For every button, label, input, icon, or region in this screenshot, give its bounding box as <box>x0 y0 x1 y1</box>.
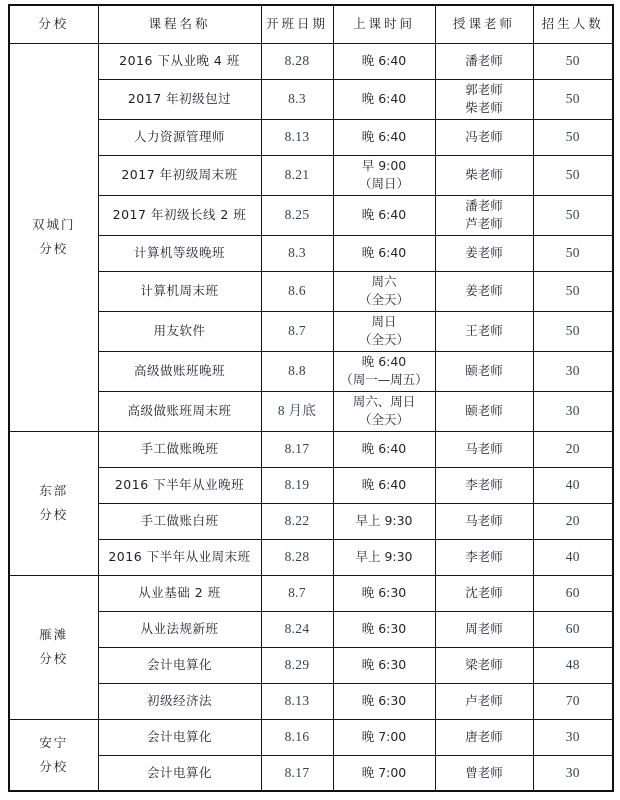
course-name-text: 人力资源管理师 <box>133 128 225 144</box>
header-class-time: 上课时间 <box>333 5 435 43</box>
course-name-cell <box>98 611 261 647</box>
start-date-cell <box>261 235 333 271</box>
start-date-cell <box>261 755 333 791</box>
teacher-cell <box>435 391 533 431</box>
header-enrollment: 招生人数 <box>533 5 613 43</box>
teacher-name-line: 唐老师 <box>465 728 503 744</box>
enrollment-cell <box>533 195 613 235</box>
table-row <box>9 119 613 155</box>
teacher-name-line: 姜老师 <box>465 282 503 298</box>
class-time-line: 晚 6:30 <box>361 656 407 672</box>
class-time-line: 周日 <box>371 313 397 329</box>
teacher-name-line: 曾老师 <box>465 764 503 780</box>
class-time-line: 晚 6:30 <box>361 692 407 708</box>
class-time-cell <box>333 431 435 467</box>
course-name-cell <box>98 755 261 791</box>
header-teacher: 授课老师 <box>435 5 533 43</box>
course-name-text: 用友软件 <box>153 322 206 338</box>
enrollment-text: 48 <box>565 657 580 673</box>
teacher-name-line: 潘老师 <box>465 52 503 68</box>
course-name-cell <box>98 195 261 235</box>
start-date-text: 8.21 <box>284 167 310 183</box>
table-row <box>9 611 613 647</box>
teacher-name-line: 梁老师 <box>465 656 503 672</box>
course-name-text: 会计电算化 <box>146 728 212 744</box>
enrollment-cell <box>533 575 613 611</box>
branch-name-line: 东部 <box>39 483 69 499</box>
start-date-cell <box>261 647 333 683</box>
class-time-line: 晚 6:40 <box>361 52 407 68</box>
start-date-cell <box>261 79 333 119</box>
teacher-name-line: 潘老师 <box>465 197 503 213</box>
start-date-text: 8.13 <box>284 129 310 145</box>
course-name-text: 2016 下半年从业周末班 <box>108 548 251 564</box>
class-time-line: （周日） <box>358 176 409 191</box>
table-row <box>9 155 613 195</box>
class-time-cell <box>333 235 435 271</box>
class-time-cell <box>333 43 435 79</box>
teacher-cell <box>435 431 533 467</box>
teacher-cell <box>435 611 533 647</box>
table-row <box>9 539 613 575</box>
branch-name-line: 分校 <box>39 507 69 522</box>
table-row <box>9 575 613 611</box>
course-name-cell <box>98 431 261 467</box>
table-row <box>9 43 613 79</box>
class-time-cell <box>333 719 435 755</box>
table-row <box>9 503 613 539</box>
teacher-cell <box>435 575 533 611</box>
start-date-text: 8 月底 <box>277 403 317 419</box>
class-time-line: 晚 6:30 <box>361 620 407 636</box>
enrollment-cell <box>533 647 613 683</box>
table-row <box>9 235 613 271</box>
course-schedule-table <box>8 4 614 792</box>
course-name-text: 2017 年初级长线 2 班 <box>112 206 247 222</box>
start-date-text: 8.28 <box>284 53 310 69</box>
course-name-text: 初级经济法 <box>146 692 212 708</box>
table-row <box>9 351 613 391</box>
enrollment-cell <box>533 351 613 391</box>
enrollment-cell <box>533 311 613 351</box>
course-name-cell <box>98 43 261 79</box>
start-date-text: 8.8 <box>288 363 306 379</box>
teacher-cell <box>435 155 533 195</box>
branch-name-line: 分校 <box>39 758 69 774</box>
header-start-date: 开班日期 <box>261 5 333 43</box>
start-date-cell <box>261 119 333 155</box>
start-date-cell <box>261 611 333 647</box>
class-time-line: （全天） <box>358 412 409 427</box>
start-date-cell <box>261 575 333 611</box>
enrollment-text: 30 <box>565 729 580 745</box>
teacher-name-line: 沈老师 <box>465 584 503 600</box>
enrollment-text: 60 <box>565 621 580 637</box>
start-date-text: 8.3 <box>288 245 306 261</box>
teacher-name-line: 冯老师 <box>465 128 503 144</box>
enrollment-cell <box>533 119 613 155</box>
course-name-text: 计算机周末班 <box>140 282 219 298</box>
course-name-text: 2017 年初级周末班 <box>121 166 238 182</box>
table-row <box>9 647 613 683</box>
teacher-name-line: 卢老师 <box>465 692 503 708</box>
teacher-cell <box>435 235 533 271</box>
class-time-cell <box>333 503 435 539</box>
course-name-cell <box>98 683 261 719</box>
course-name-text: 2016 下半年从业晚班 <box>114 476 245 492</box>
class-time-line: 早 9:00 <box>361 157 407 173</box>
course-name-cell <box>98 311 261 351</box>
course-name-text: 从业法规新班 <box>140 620 219 636</box>
branch-name-line: 分校 <box>39 241 69 256</box>
start-date-text: 8.29 <box>284 657 310 673</box>
course-name-cell <box>98 155 261 195</box>
enrollment-text: 20 <box>565 513 580 529</box>
branch-name-line: 分校 <box>39 651 69 666</box>
teacher-name-line: 姜老师 <box>465 244 503 260</box>
enrollment-cell <box>533 235 613 271</box>
start-date-cell <box>261 391 333 431</box>
start-date-cell <box>261 467 333 503</box>
enrollment-cell <box>533 391 613 431</box>
enrollment-text: 50 <box>565 207 580 223</box>
start-date-cell <box>261 431 333 467</box>
course-name-cell <box>98 391 261 431</box>
enrollment-text: 20 <box>565 441 580 457</box>
course-name-text: 2017 年初级包过 <box>127 90 232 106</box>
enrollment-text: 50 <box>565 323 580 339</box>
teacher-cell <box>435 43 533 79</box>
enrollment-text: 40 <box>565 549 580 565</box>
table-header <box>9 5 613 43</box>
branch-cell <box>9 719 98 791</box>
class-time-cell <box>333 79 435 119</box>
start-date-cell <box>261 195 333 235</box>
teacher-cell <box>435 539 533 575</box>
class-time-cell <box>333 271 435 311</box>
start-date-text: 8.28 <box>284 549 310 565</box>
class-time-line: 晚 6:40 <box>361 244 407 260</box>
branch-cell <box>9 43 98 431</box>
teacher-name-line: 颐老师 <box>465 362 503 378</box>
enrollment-text: 30 <box>565 764 580 780</box>
table-row <box>9 719 613 755</box>
course-name-cell <box>98 79 261 119</box>
enrollment-text: 50 <box>565 53 580 69</box>
start-date-text: 8.24 <box>284 621 310 637</box>
table-row <box>9 79 613 119</box>
start-date-cell <box>261 539 333 575</box>
start-date-cell <box>261 271 333 311</box>
course-name-text: 从业基础 2 班 <box>138 584 221 600</box>
teacher-cell <box>435 195 533 235</box>
header-row <box>9 5 613 43</box>
class-time-line: （周一—周五） <box>340 372 428 387</box>
start-date-cell <box>261 503 333 539</box>
course-name-text: 手工做账晚班 <box>140 440 219 456</box>
header-branch: 分校 <box>9 5 98 43</box>
teacher-name-line: 王老师 <box>465 322 503 338</box>
table-row <box>9 271 613 311</box>
class-time-line: 晚 6:40 <box>361 476 407 492</box>
course-name-cell <box>98 719 261 755</box>
teacher-cell <box>435 647 533 683</box>
header-course-name: 课程名称 <box>98 5 261 43</box>
enrollment-text: 40 <box>565 477 580 493</box>
course-name-text: 手工做账白班 <box>140 512 219 528</box>
course-name-cell <box>98 575 261 611</box>
start-date-cell <box>261 351 333 391</box>
class-time-cell <box>333 391 435 431</box>
teacher-name-line: 李老师 <box>465 548 503 564</box>
teacher-cell <box>435 503 533 539</box>
enrollment-text: 70 <box>565 693 580 709</box>
enrollment-cell <box>533 683 613 719</box>
class-time-line: 晚 6:40 <box>361 128 407 144</box>
class-time-cell <box>333 683 435 719</box>
course-name-text: 计算机等级晚班 <box>133 244 225 260</box>
enrollment-text: 50 <box>565 91 580 107</box>
teacher-name-line: 李老师 <box>465 476 503 492</box>
start-date-text: 8.19 <box>284 477 310 493</box>
teacher-cell <box>435 311 533 351</box>
enrollment-text: 30 <box>565 403 580 419</box>
start-date-cell <box>261 155 333 195</box>
class-time-line: 早上 9:30 <box>355 512 413 528</box>
teacher-cell <box>435 467 533 503</box>
start-date-text: 8.17 <box>284 764 310 780</box>
enrollment-cell <box>533 271 613 311</box>
class-time-line: 晚 7:00 <box>361 728 407 744</box>
enrollment-text: 50 <box>565 283 580 299</box>
course-name-cell <box>98 119 261 155</box>
start-date-text: 8.16 <box>284 729 310 745</box>
enrollment-text: 60 <box>565 585 580 601</box>
course-name-cell <box>98 647 261 683</box>
class-time-line: （全天） <box>358 332 409 347</box>
start-date-cell <box>261 43 333 79</box>
teacher-name-line: 柴老师 <box>465 100 503 115</box>
course-name-text: 会计电算化 <box>146 656 212 672</box>
course-name-cell <box>98 503 261 539</box>
table-row <box>9 431 613 467</box>
class-time-line: 周六、周日 <box>352 393 416 409</box>
class-time-cell <box>333 467 435 503</box>
teacher-cell <box>435 119 533 155</box>
start-date-text: 8.7 <box>288 323 306 339</box>
enrollment-cell <box>533 79 613 119</box>
class-time-line: 晚 6:40 <box>361 206 407 222</box>
start-date-cell <box>261 683 333 719</box>
class-time-cell <box>333 575 435 611</box>
teacher-name-line: 马老师 <box>465 512 503 528</box>
class-time-cell <box>333 611 435 647</box>
class-time-line: 周六 <box>371 273 397 289</box>
class-time-cell <box>333 119 435 155</box>
class-time-line: 晚 6:40 <box>361 440 407 456</box>
start-date-text: 8.13 <box>284 693 310 709</box>
class-time-line: 早上 9:30 <box>355 548 413 564</box>
start-date-cell <box>261 311 333 351</box>
teacher-cell <box>435 719 533 755</box>
class-time-line: 晚 6:40 <box>361 353 407 369</box>
table-row <box>9 311 613 351</box>
course-name-text: 高级做账班晚班 <box>133 362 225 378</box>
teacher-cell <box>435 683 533 719</box>
branch-name-line: 安宁 <box>39 735 69 750</box>
enrollment-text: 50 <box>565 167 580 183</box>
course-name-text: 高级做账班周末班 <box>127 402 232 418</box>
teacher-name-line: 郭老师 <box>465 81 503 97</box>
teacher-name-line: 周老师 <box>465 620 503 636</box>
course-name-text: 2016 下从业晚 4 班 <box>119 52 240 68</box>
table-row <box>9 467 613 503</box>
branch-name-line: 双城门 <box>31 217 76 233</box>
table-row <box>9 683 613 719</box>
table-row <box>9 391 613 431</box>
enrollment-cell <box>533 611 613 647</box>
start-date-text: 8.6 <box>288 283 306 299</box>
class-time-cell <box>333 155 435 195</box>
enrollment-text: 50 <box>565 129 580 145</box>
course-name-cell <box>98 467 261 503</box>
start-date-text: 8.25 <box>284 207 310 223</box>
table-row <box>9 755 613 791</box>
course-name-cell <box>98 351 261 391</box>
teacher-cell <box>435 755 533 791</box>
table-body <box>9 43 613 791</box>
teacher-name-line: 颐老师 <box>465 402 503 418</box>
teacher-cell <box>435 351 533 391</box>
enrollment-cell <box>533 503 613 539</box>
class-time-line: 晚 6:40 <box>361 90 407 106</box>
class-time-cell <box>333 647 435 683</box>
course-name-cell <box>98 539 261 575</box>
teacher-cell <box>435 271 533 311</box>
class-time-line: 晚 7:00 <box>361 764 407 780</box>
start-date-text: 8.17 <box>284 441 310 457</box>
branch-name-line: 雁滩 <box>39 627 69 643</box>
teacher-cell <box>435 79 533 119</box>
start-date-cell <box>261 719 333 755</box>
start-date-text: 8.7 <box>288 585 306 601</box>
teacher-name-line: 柴老师 <box>465 166 503 182</box>
class-time-line: （全天） <box>358 292 409 307</box>
enrollment-cell <box>533 155 613 195</box>
enrollment-cell <box>533 755 613 791</box>
course-name-text: 会计电算化 <box>146 764 212 780</box>
class-time-cell <box>333 351 435 391</box>
enrollment-cell <box>533 467 613 503</box>
class-time-cell <box>333 539 435 575</box>
enrollment-cell <box>533 431 613 467</box>
enrollment-cell <box>533 539 613 575</box>
course-name-cell <box>98 235 261 271</box>
teacher-name-line: 马老师 <box>465 440 503 456</box>
branch-cell <box>9 431 98 575</box>
branch-cell <box>9 575 98 719</box>
table-row <box>9 195 613 235</box>
enrollment-text: 30 <box>565 363 580 379</box>
start-date-text: 8.3 <box>288 91 306 107</box>
course-name-cell <box>98 271 261 311</box>
enrollment-cell <box>533 719 613 755</box>
teacher-name-line: 芦老师 <box>465 216 503 231</box>
enrollment-cell <box>533 43 613 79</box>
start-date-text: 8.22 <box>284 513 310 529</box>
class-time-cell <box>333 195 435 235</box>
class-time-line: 晚 6:30 <box>361 584 407 600</box>
enrollment-text: 50 <box>565 245 580 261</box>
class-time-cell <box>333 755 435 791</box>
class-time-cell <box>333 311 435 351</box>
